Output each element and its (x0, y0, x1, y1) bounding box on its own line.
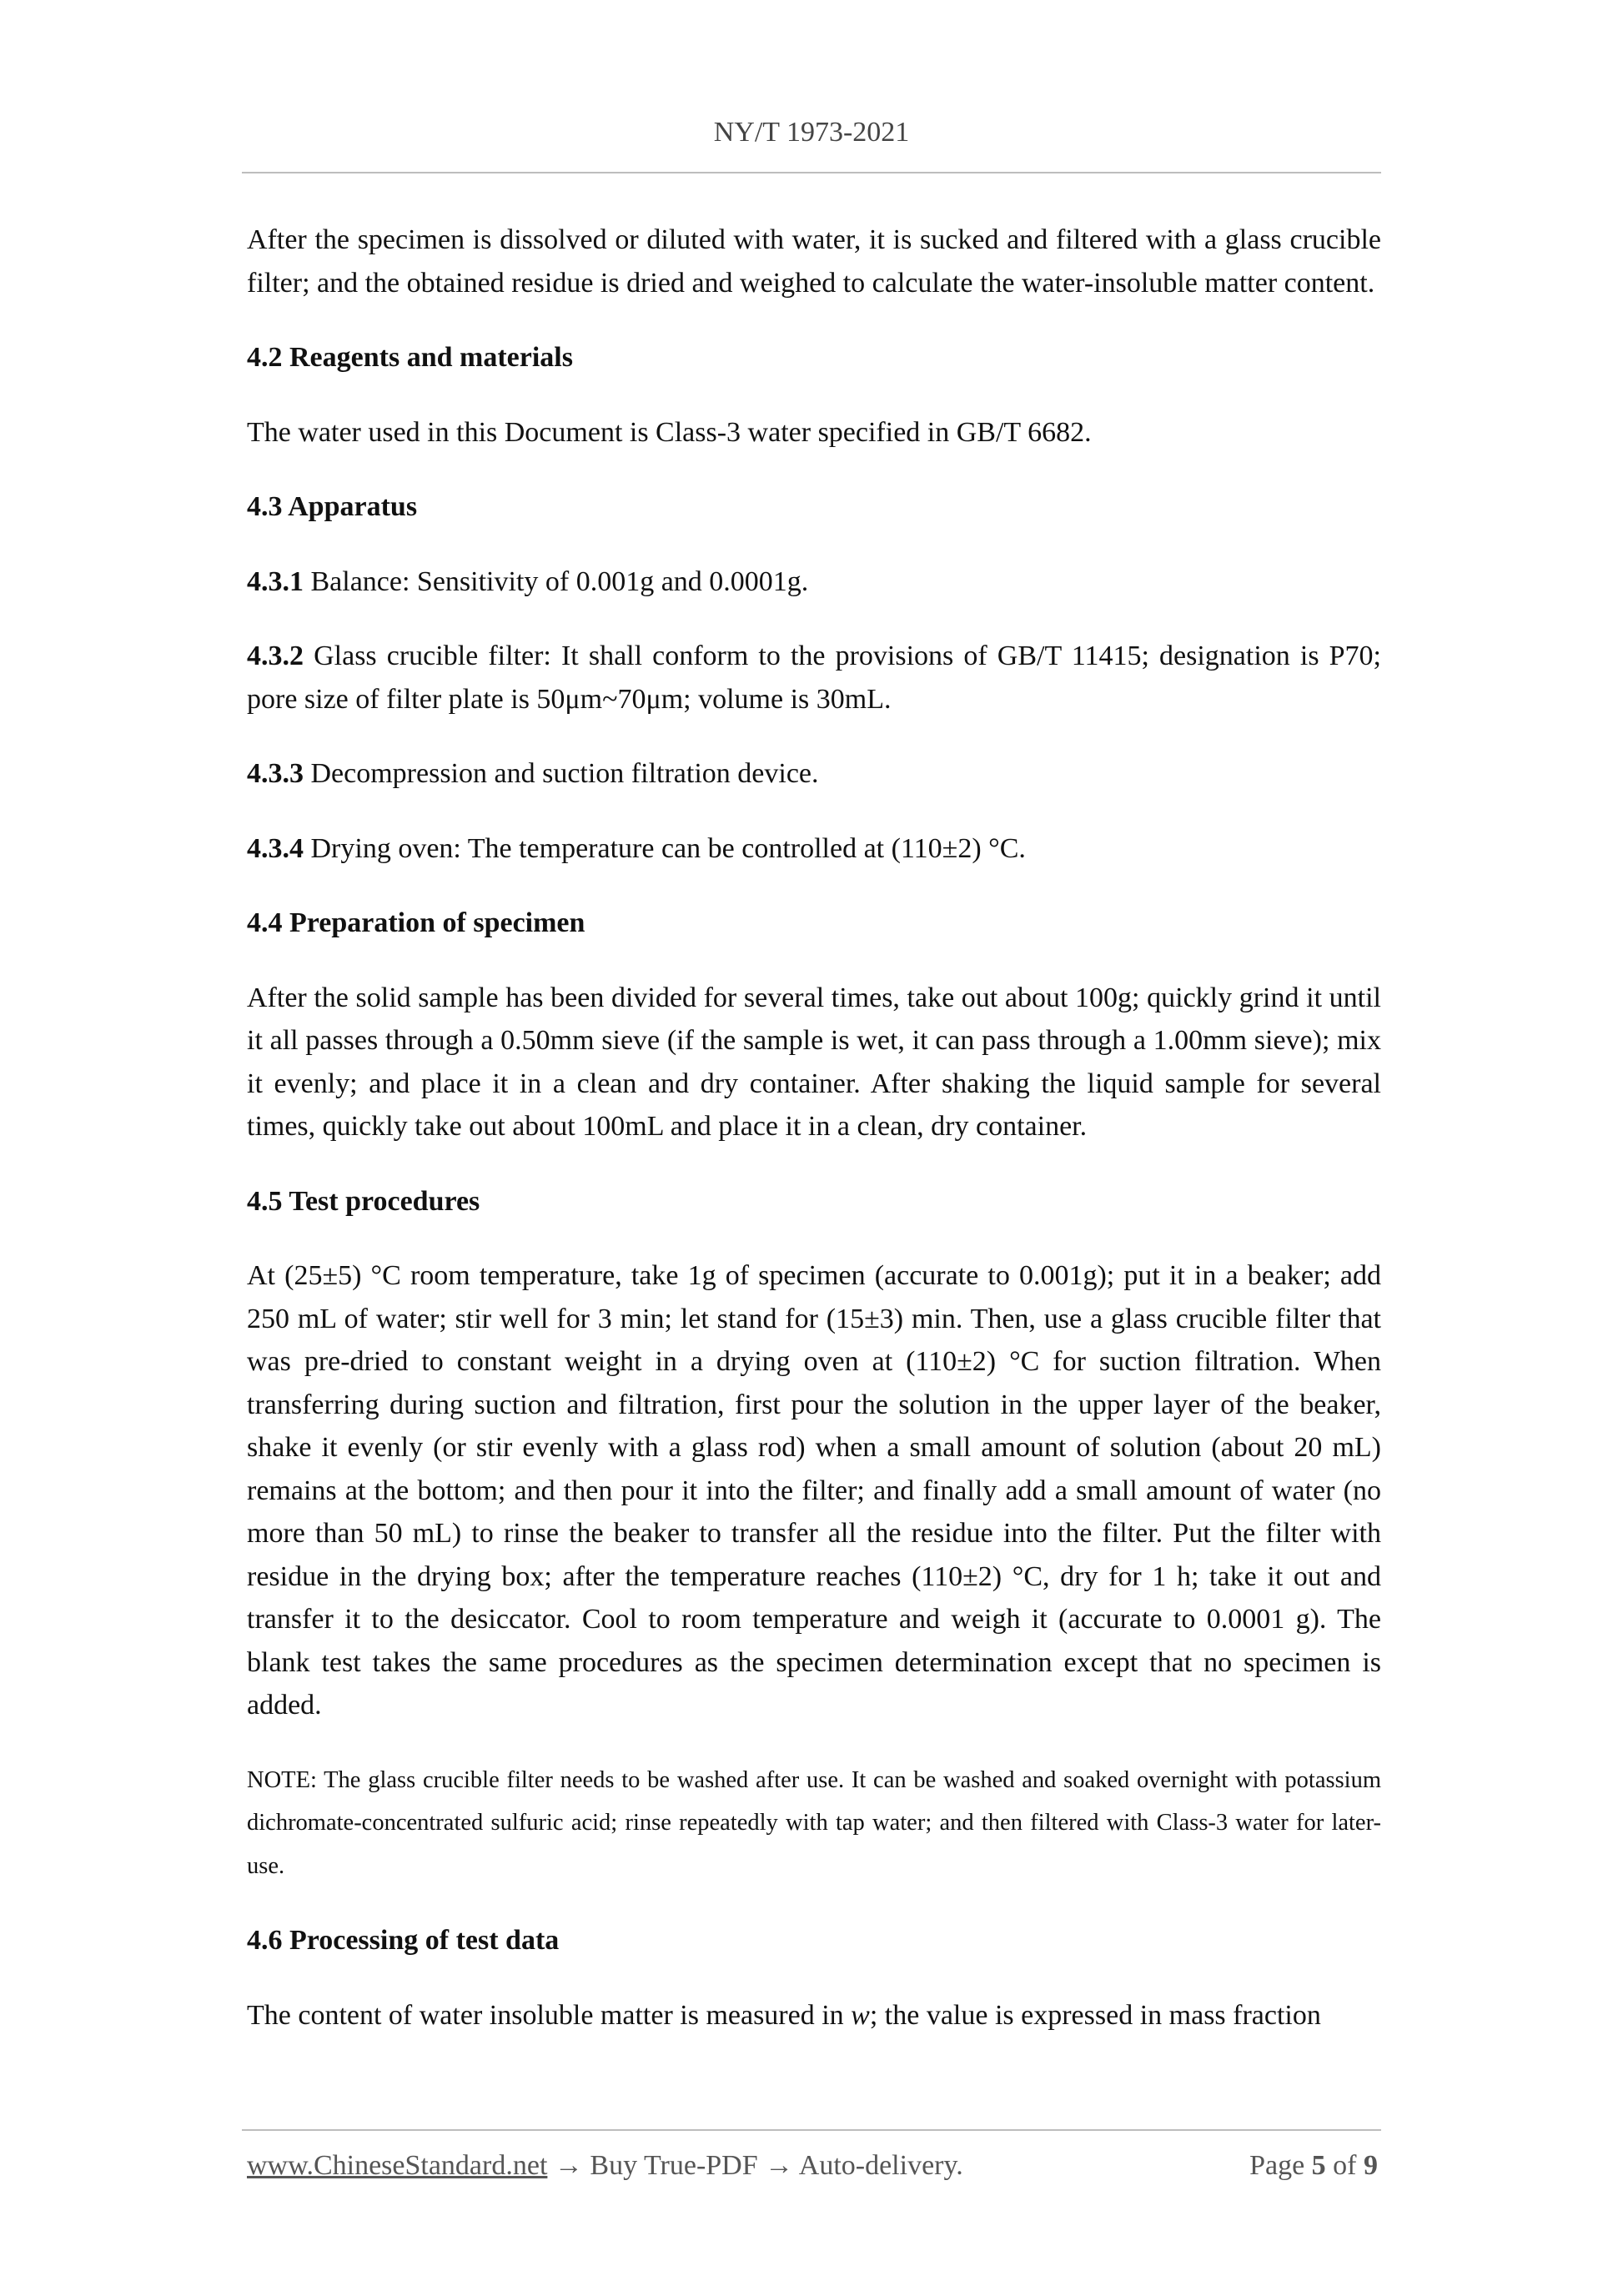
section-4-4-heading: 4.4 Preparation of specimen (247, 907, 585, 938)
page-indicator (1249, 2150, 1378, 2182)
section-4-2-heading: 4.2 Reagents and materials (247, 342, 573, 373)
page-total: 9 (1364, 2150, 1378, 2181)
note-paragraph: NOTE: The glass crucible filter needs to be washed after use. It can be washed and soaked overnight with potassium dichromate-concentrated sulfuric acid; rinse repeatedly with tap water; and then filtered with Class-3 water for later-use. (247, 1766, 1381, 1879)
clause-number: 4.3.3 (247, 758, 304, 789)
apparatus-item (247, 752, 1381, 796)
text-fragment: The content of water insoluble matter is measured in (247, 1999, 852, 2031)
arrow-icon: → (554, 2150, 583, 2181)
header-divider (242, 172, 1381, 173)
section-4-6-text (247, 1994, 1381, 2037)
section-4-5-heading: 4.5 Test procedures (247, 1185, 480, 1217)
clause-text: Drying oven: The temperature can be controlled at (110±2) °C. (310, 832, 1026, 864)
buy-text: Buy True-PDF (590, 2150, 758, 2181)
website-link[interactable]: www.ChineseStandard.net (247, 2150, 548, 2181)
section-4-4-text: After the solid sample has been divided for several times, take out about 100g; quickly grind it until it all passes through a 0.50mm sieve (if the sample is wet, it can pass through a 1.00mm sieve); mix it evenly; and place it in a clean and dry container. After shaking the liquid sample for several times, quickly take out about 100mL and place it in a clean, dry container. (247, 982, 1381, 1142)
clause-number: 4.3.1 (247, 565, 304, 597)
section-4-6-heading: 4.6 Processing of test data (247, 1925, 560, 1956)
of-label: of (1333, 2150, 1357, 2181)
clause-text: Balance: Sensitivity of 0.001g and 0.0001g. (310, 565, 809, 597)
apparatus-item (247, 827, 1381, 871)
page-number: 5 (1311, 2150, 1326, 2181)
footer-promo (247, 2150, 963, 2182)
section-4-5-text: At (25±5) °C room temperature, take 1g of specimen (accurate to 0.001g); put it in a beaker; add 250 mL of water; stir well for 3 min; let stand for (15±3) min. Then, use a glass crucible filter that was pre-dried to constant weight in a drying oven at (110±2) °C for suction filtration. When transferring during suction and filtration, first pour the solution in the upper layer of the beaker, shake it evenly (or stir evenly with a glass rod) when a small amount of solution (about 20 mL) remains at the bottom; and then pour it into the filter; and finally add a small amount of water (no more than 50 mL) to rinse the beaker to transfer all the residue into the filter. Put the filter with residue in the drying box; after the temperature reaches (110±2) °C, dry for 1 h; take it out and transfer it to the desiccator. Cool to room temperature and weigh it (accurate to 0.0001 g). The blank test takes the same procedures as the specimen determination except that no specimen is added. (247, 1260, 1381, 1721)
footer-divider (242, 2129, 1381, 2131)
clause-text: Glass crucible filter: It shall conform to the provisions of GB/T 11415; designation is P70; pore size of filter plate is 50μm~70μm; volume is 30mL. (247, 641, 1382, 715)
text-fragment: ; the value is expressed in mass fraction (869, 1999, 1321, 2031)
clause-number: 4.3.4 (247, 832, 304, 864)
document-body (247, 219, 1381, 2068)
page-label: Page (1249, 2150, 1305, 2181)
delivery-text: Auto-delivery. (798, 2150, 963, 2181)
section-4-2-text: The water used in this Document is Class-3 water specified in GB/T 6682. (247, 416, 1092, 448)
header-title: NY/T 1973-2021 (713, 117, 910, 148)
clause-number: 4.3.2 (247, 641, 304, 671)
variable-w: w (851, 1999, 870, 2031)
apparatus-item (247, 560, 1381, 604)
arrow-icon: → (765, 2150, 794, 2181)
clause-text: Decompression and suction filtration device. (310, 758, 819, 789)
section-4-3-heading: 4.3 Apparatus (247, 491, 418, 522)
apparatus-item (247, 635, 1381, 721)
intro-paragraph: After the specimen is dissolved or diluted with water, it is sucked and filtered with a glass crucible filter; and the obtained residue is dried and weighed to calculate the water-insoluble matter content. (247, 224, 1381, 299)
